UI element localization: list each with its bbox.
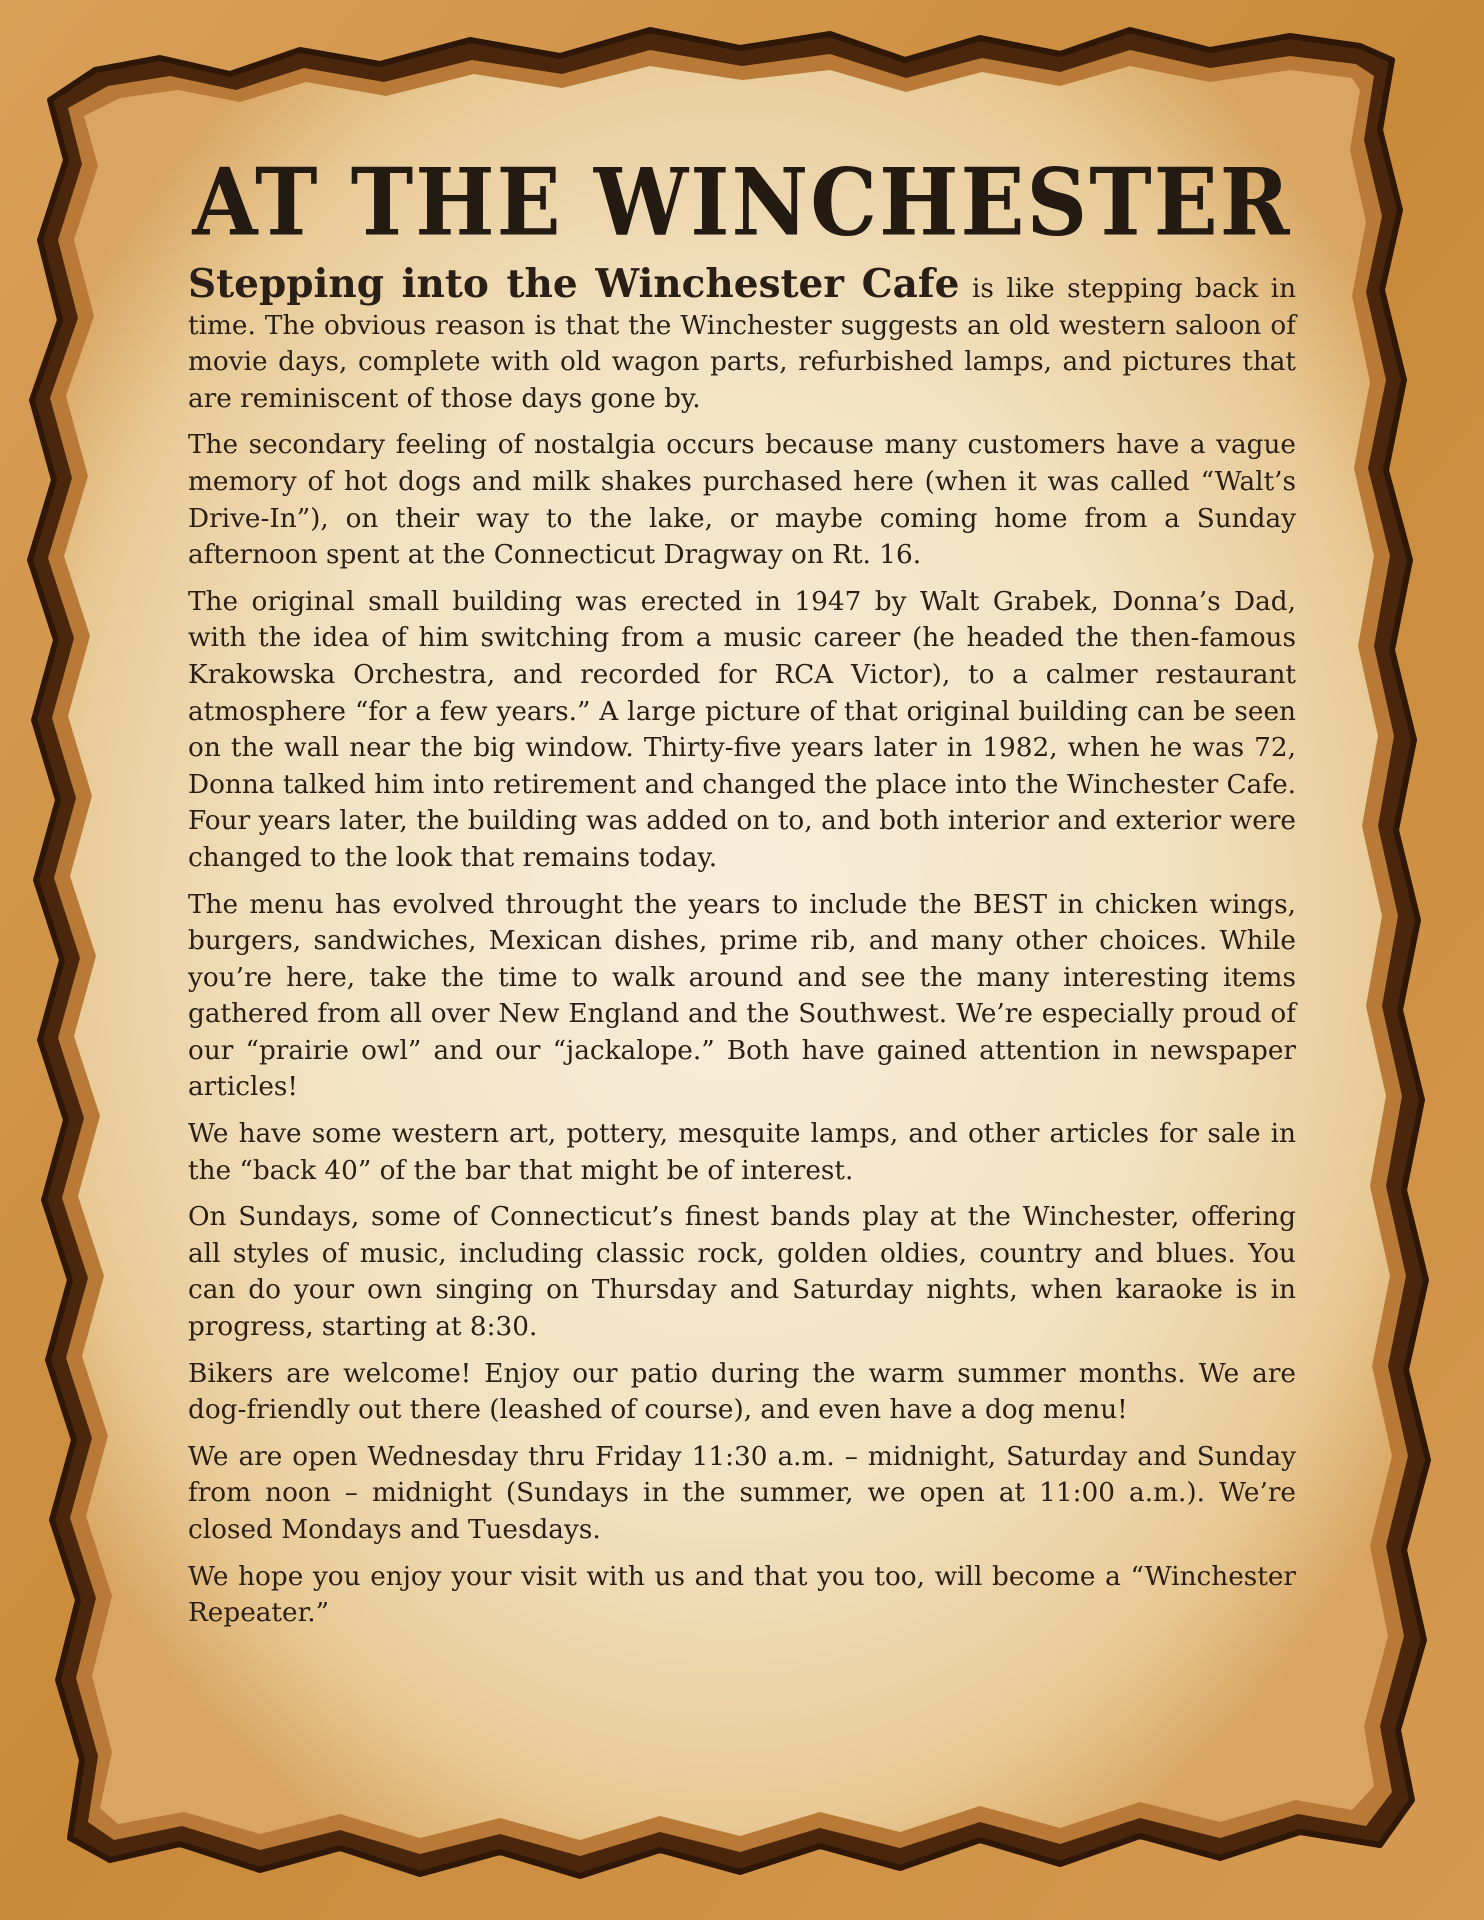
paragraph-menu: The menu has evolved throught the years to include the BEST in chicken wings, burgers, sandwiches, Mexican dishes, prime rib, and many other choices. While you’re here, take the time to walk around and see the many interesting items gathered from all over New England and the Southwest. We’re especially proud of our “prairie owl” and our “jackalope.” Both have gained attention in newspaper articles! xyxy=(188,889,1296,1103)
paragraph-for-sale: We have some western art, pottery, mesquite lamps, and other articles for sale in the “back 40” of the bar that might be of interest. xyxy=(188,1119,1296,1186)
article-body xyxy=(188,148,1296,1642)
lead-text: Stepping into the Winchester Cafe xyxy=(188,261,960,307)
paragraph-bikers: Bikers are welcome! Enjoy our patio during the warm summer months. We are dog-friendly out there (leashed of course), and even have a dog menu! xyxy=(188,1358,1296,1426)
paragraph-closing: We hope you enjoy your visit with us and that you too, will become a “Winchester Repeater.” xyxy=(188,1561,1296,1629)
paragraph-music: On Sundays, some of Connecticut’s finest bands play at the Winchester, offering all styles of music, including classic rock, golden oldies, country and blues. You can do your own singing on Thursday and Saturday nights, when karaoke is in progress, starting at 8:30. xyxy=(188,1202,1296,1343)
intro-text: is like stepping back in time. The obvious reason is that the Winchester suggests an old western saloon of movie days, complete with old wagon parts, refurbished lamps, and pictures that are reminiscent of those days gone by. xyxy=(188,274,1297,414)
paragraph-nostalgia: The secondary feeling of nostalgia occurs because many customers have a vague memory of hot dogs and milk shakes purchased here (when it was called “Walt’s Drive-In”), on their way to the lake, or maybe coming home from a Sunday afternoon spent at the Connecticut Dragway on Rt. 16. xyxy=(188,430,1296,571)
intro-paragraph xyxy=(188,261,1297,417)
paragraph-history: The original small building was erected in 1947 by Walt Grabek, Donna’s Dad, with the idea of him switching from a music career (he headed the then-famous Krakowska Orchestra, and recorded for RCA Victor), to a calmer restaurant atmosphere “for a few years.” A large picture of that original building can be seen on the wall near the big window. Thirty-five years later in 1982, when he was 72, Donna talked him into retirement and changed the place into the Winchester Cafe. Four years later, the building was added on to, and both interior and exterior were changed to the look that remains today. xyxy=(188,586,1296,873)
page-title: AT THE WINCHESTER xyxy=(192,147,1292,257)
paragraph-hours: We are open Wednesday thru Friday 11:30 a.m. – midnight, Saturday and Sunday from noon – midnight (Sundays in the summer, we open at 11:00 a.m.). We’re closed Mondays and Tuesdays. xyxy=(188,1441,1296,1545)
